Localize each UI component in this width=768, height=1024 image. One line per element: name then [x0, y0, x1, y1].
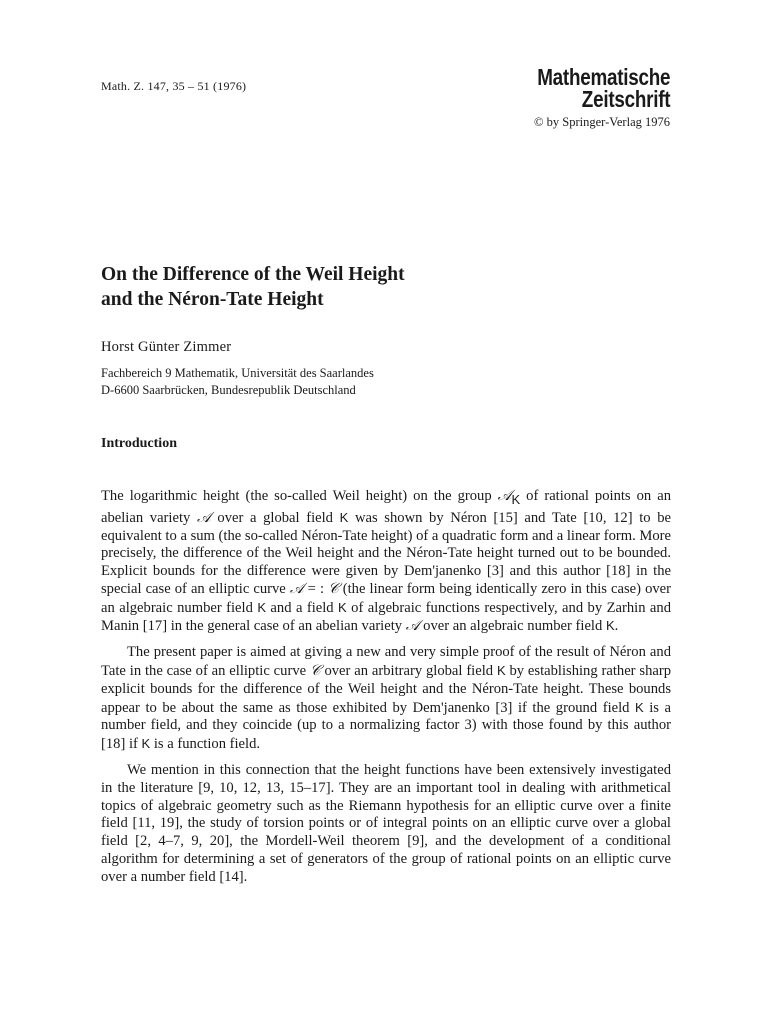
text-run: is a number field, and they coincide (up to a normalizing factor 3) with those found by this author [18] if	[101, 699, 671, 753]
symbol-abelian-variety: 𝒜	[196, 509, 211, 526]
text-run: .	[614, 618, 619, 635]
copyright-notice: © by Springer-Verlag 1976	[534, 115, 670, 129]
paper-title-line1: On the Difference of the Weil Height	[101, 264, 405, 285]
text-run: of rational points on an abelian variety	[101, 488, 671, 526]
symbol-field: K	[496, 663, 506, 679]
text-run: by establishing rather sharp explicit bounds for the difference of the Weil height and the Néron-Tate height. These bounds appear to be about the same as those exhibited by Dem'janenko [3] if the ground field	[101, 663, 672, 716]
text-run: of algebraic functions respectively, and by Zarhin and Manin [17] in the general case of an abelian variety	[101, 599, 671, 635]
symbol-elliptic-curve: 𝒞	[328, 580, 339, 597]
paragraph-3: We mention in this connection that the height functions have been extensively investigated in the literature [9, 10, 12, 13, 15–17]. They are an important tool in dealing with arithmetical topics of algebraic geometry such as the Riemann hypothesis for an elliptic curve over a finite field [11, 19], the study of torsion points or of integral points on an elliptic curve over a global field [2, 4–7, 9, 20], the Mordell-Weil theorem [9], and the development of a conditional algorithm for determining a set of generators of the group of rational points on an elliptic curve over a number field [14].	[101, 762, 671, 885]
journal-citation: Math. Z. 147, 35 – 51 (1976)	[101, 79, 247, 93]
affiliation-line2: D-6600 Saarbrücken, Bundesrepublik Deutschland	[101, 383, 356, 397]
text-run: The present paper is aimed at giving a new and very simple proof of the result of Néron and Tate in the case of an elliptic curve	[101, 644, 671, 680]
section-heading: Introduction	[101, 436, 177, 451]
text-run: over an arbitrary global field	[320, 663, 497, 680]
symbol-field: K	[141, 736, 151, 752]
paper-title	[101, 262, 405, 312]
symbol-field: K	[338, 599, 347, 615]
author-affiliation	[101, 365, 374, 399]
symbol-elliptic-curve: 𝒞	[309, 663, 321, 680]
symbol-field-subscript: K	[511, 491, 521, 507]
symbol-abelian-variety: 𝒜	[405, 618, 420, 635]
symbol-field: K	[635, 699, 644, 715]
author-name: Horst Günter Zimmer	[101, 339, 232, 355]
text-run: (the linear form being identically zero in this case) over an algebraic number field	[101, 580, 671, 616]
journal-name-line1: Mathematische	[536, 64, 670, 90]
affiliation-line1: Fachbereich 9 Mathematik, Universität des Saarlandes	[101, 366, 374, 380]
text-run: over a global field	[210, 509, 340, 526]
text-run: and a field	[266, 599, 339, 616]
symbol-eqdef: = :	[303, 580, 329, 597]
journal-name-line2: Zeitschrift	[581, 86, 670, 112]
body-text	[101, 488, 671, 895]
symbol-field: K	[257, 599, 266, 615]
paper-title-line2: and the Néron-Tate Height	[101, 289, 324, 310]
text-run: is a function field.	[150, 736, 261, 753]
symbol-abelian-variety: 𝒜	[289, 580, 304, 597]
text-run: The logarithmic height (the so-called Weil height) on the group	[101, 488, 498, 504]
paragraph-2	[101, 644, 671, 754]
journal-name	[537, 66, 670, 110]
journal-masthead	[508, 66, 670, 130]
text-run: was shown by Néron [15] and Tate [10, 12] to be equivalent to a sum (the so-called Néron-Tate height) of a quadratic form and a linear form. More precisely, the difference of the Weil height and the Néron-Tate height turned out to be bounded. Explicit bounds for the difference were given by Dem'janenko [3] and this author [18] in the special case of an elliptic curve	[101, 509, 672, 597]
text-run: over an algebraic number field	[419, 618, 606, 635]
symbol-field: K	[605, 618, 615, 634]
symbol-field: K	[339, 509, 349, 525]
paragraph-1	[101, 488, 671, 636]
symbol-abelian-variety: 𝒜	[497, 488, 512, 504]
